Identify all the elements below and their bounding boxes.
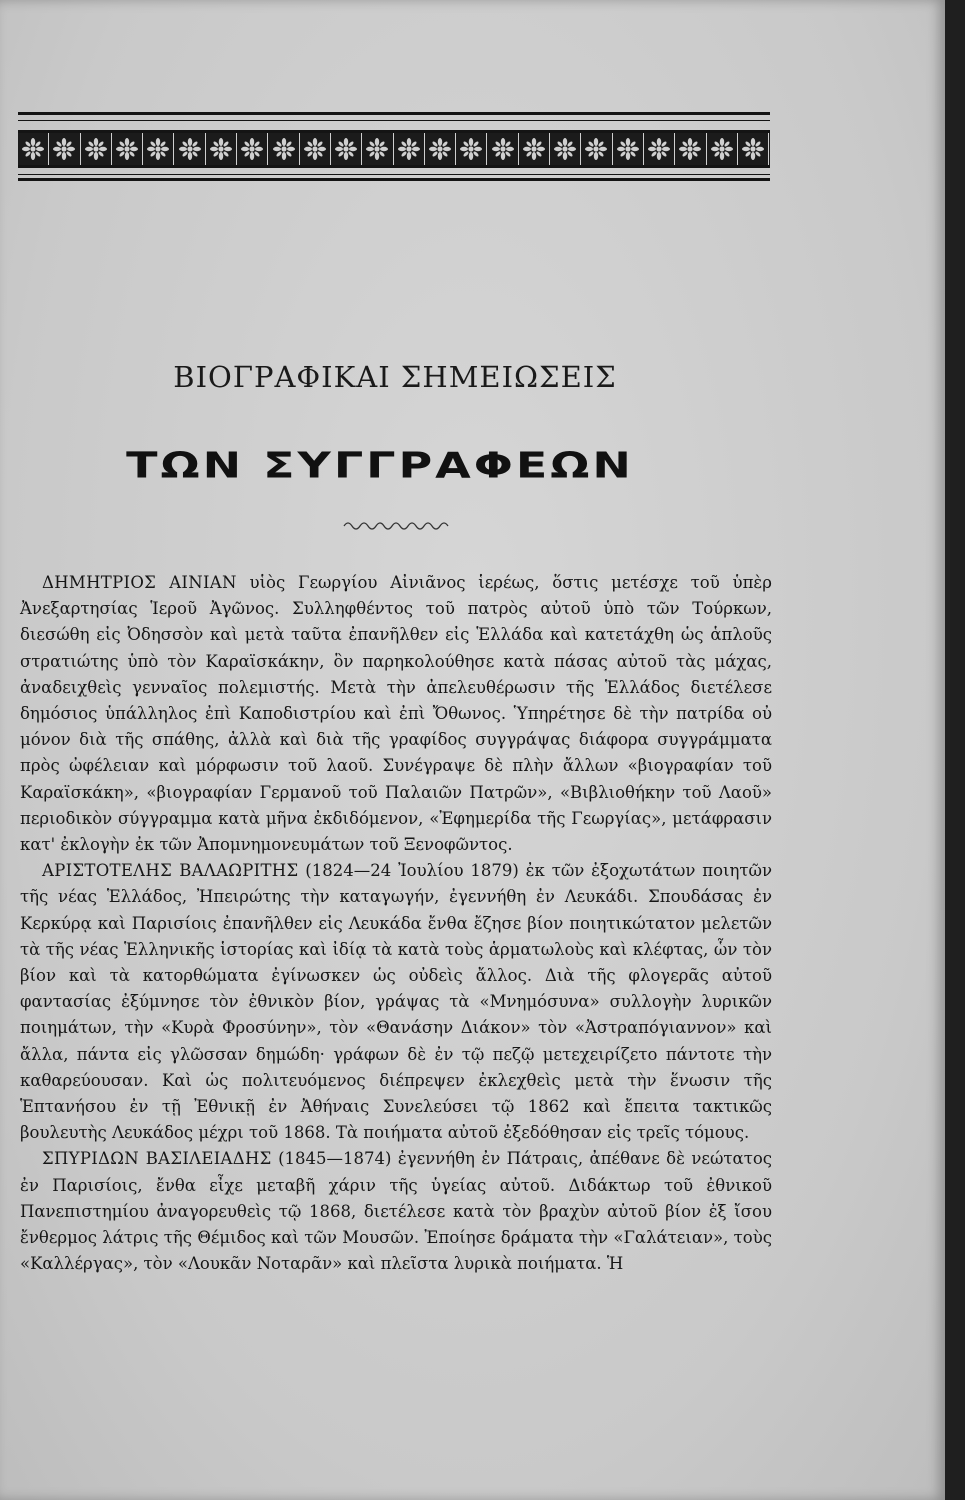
ornament-tile [237, 133, 268, 165]
ornament-tile [456, 133, 487, 165]
ornament-tile [738, 133, 769, 165]
ornament-tile [49, 133, 80, 165]
ornamental-header-band [18, 112, 770, 182]
ornament-tile [81, 133, 112, 165]
entry-name: ΔΗΜΗΤΡΙΟΣ ΑΙΝΙΑΝ [42, 573, 237, 592]
page-title: ΒΙΟΓΡΑΦΙΚΑΙ ΣΗΜΕΙΩΣΕΙΣ [173, 360, 617, 394]
entry-name: ΑΡΙΣΤΟΤΕΛΗΣ ΒΑΛΑΩΡΙΤΗΣ [42, 861, 299, 881]
decorative-squiggle [342, 518, 454, 532]
ornament-tile [394, 133, 425, 165]
ornament-tile [268, 133, 299, 165]
entry-vasileiadis [20, 1146, 772, 1277]
entry-valaoritis [20, 858, 772, 1146]
ornament-tile [425, 133, 456, 165]
entry-ainian [20, 570, 772, 858]
ornament-tile [112, 133, 143, 165]
ornament-tile [707, 133, 738, 165]
ornament-tile [550, 133, 581, 165]
ornament-tile [675, 133, 706, 165]
entry-text: (1824—24 Ἰουλίου 1879) ἐκ τῶν ἐξοχωτάτων ποιητῶν τῆς νέας Ἑλλάδος, Ἠπειρώτης τὴν καταγωγήν, ἐγεννήθη ἐν Λευκάδι. Σπουδάσας ἐν Κερκύρᾳ καὶ Παρισίοις ἐπανῆλθεν εἰς Λευκάδα ἔνθα ἔζησε βίον ποιητικώτατον μελετῶν τὰ τῆς νέας Ἑλληνικῆς ἱστορίας καὶ ἰδίᾳ τὰ κατὰ τοὺς ἁρματωλοὺς καὶ κλέφτας, ὧν τὸν βίον καὶ τὰ κατορθώματα ἐγίνωσκεν ὡς οὐδεὶς ἄλλος. Διὰ τῆς φλογερᾶς αὐτοῦ φαντασίας ἐξύμνησε τὸν ἐθνικὸν βίον, γράψας τὰ «Μνημόσυνα» συλλογὴν λυρικῶν ποιημάτων, τὴν «Κυρὰ Φροσύνην», τὸν «Θανάσην Διάκον» τὸν «Ἀστραπόγιαννον» καὶ ἄλλα, πάντα εἰς γλῶσσαν δημώδη· γράφων δὲ ἐν τῷ πεζῷ μετεχειρίζετο πάντοτε τὴν καθαρεύουσαν. Καὶ ὡς πολιτευόμενος διέπρεψεν ἐκλεχθεὶς μετὰ τὴν ἕνωσιν τῆς Ἑπτανήσου ἐν τῇ Ἐθνικῇ ἐν Ἀθήναις Συνελεύσει τῷ 1862 καὶ ἔπειτα τακτικῶς βουλευτὴς Λευκάδος μέχρι τοῦ 1868. Τὰ ποιήματα αὐτοῦ ἐξεδόθησαν εἰς τρεῖς τόμους. [20, 861, 772, 1143]
page-edge-shadow [945, 0, 965, 1500]
ornament-tile [519, 133, 550, 165]
ornament-tile [331, 133, 362, 165]
ornament-tile [362, 133, 393, 165]
ornament-tile [18, 133, 49, 165]
entry-text: υἱὸς Γεωργίου Αἰνιᾶνος ἱερέως, ὅστις μετέσχε τοῦ ὑπὲρ Ἀνεξαρτησίας Ἱεροῦ Ἀγῶνος. Συλληφθέντος τοῦ πατρὸς αὐτοῦ ὑπὸ τῶν Τούρκων, διεσώθη εἰς Ὀδησσὸν καὶ μετὰ ταῦτα ἐπανῆλθεν εἰς Ἑλλάδα καὶ κατετάχθη ὡς ἁπλοῦς στρατιώτης ὑπὸ τὸν Καραϊσκάκην, ὃν παρηκολούθησε κατὰ πάσας αὐτοῦ τὰς μάχας, ἀναδειχθεὶς γενναῖος πολεμιστής. Μετὰ τὴν ἀπελευθέρωσιν τῆς Ἑλλάδος διετέλεσε δημόσιος ὑπάλληλος ἐπὶ Καποδιστρίου καὶ ἐπὶ Ὄθωνος. Ὑπηρέτησε δὲ τὴν πατρίδα οὐ μόνον διὰ τῆς σπάθης, ἀλλὰ καὶ διὰ τῆς γραφίδος συγγράψας διάφορα συγγράμματα πρὸς ὠφέλειαν καὶ μόρφωσιν τοῦ λαοῦ. Συνέγραψε δὲ πλὴν ἄλλων «βιογραφίαν τοῦ Καραϊσκάκη», «βιογραφίαν Γερμανοῦ τοῦ Παλαιῶν Πατρῶν», «Βιβλιοθήκην τοῦ Λαοῦ» περιοδικὸν σύγγραμμα κατὰ μῆνα ἐκδιδόμενον, «Ἐφημερίδα τῆς Γεωργίας», μετάφρασιν κατ' ἐκλογὴν ἐκ τῶν Ἀπομνημονευμάτων τοῦ Ξενοφῶντος. [20, 573, 772, 855]
ornament-tile [300, 133, 331, 165]
ornament-tile [581, 133, 612, 165]
ornament-tile [613, 133, 644, 165]
ornament-tile [174, 133, 205, 165]
ornament-tile [143, 133, 174, 165]
entry-name: ΣΠΥΡΙΔΩΝ ΒΑΣΙΛΕΙΑΔΗΣ [42, 1149, 272, 1169]
biographies-text [20, 570, 772, 1277]
page-subtitle: ΤΩΝ ΣΥΓΓΡΑΦΕΩΝ [126, 443, 634, 487]
ornament-tile [487, 133, 518, 165]
ornament-tile [644, 133, 675, 165]
ornament-tile [206, 133, 237, 165]
entry-text: (1845—1874) ἐγεννήθη ἐν Πάτραις, ἀπέθανε δὲ νεώτατος ἐν Παρισίοις, ἔνθα εἶχε μεταβῆ χάριν τῆς ὑγείας αὐτοῦ. Διδάκτωρ τοῦ ἐθνικοῦ Πανεπιστημίου ἀναγορευθεὶς τῷ 1868, διετέλεσε κατὰ τὸν βραχὺν αὐτοῦ βίον ἐξ ἴσου ἔνθερμος λάτρις τῆς Θέμιδος καὶ τῶν Μουσῶν. Ἐποίησε δράματα τὴν «Γαλάτειαν», τοὺς «Καλλέργας», τὸν «Λουκᾶν Νοταρᾶν» καὶ πλεῖστα λυρικὰ ποιήματα. Ἡ [20, 1149, 773, 1274]
